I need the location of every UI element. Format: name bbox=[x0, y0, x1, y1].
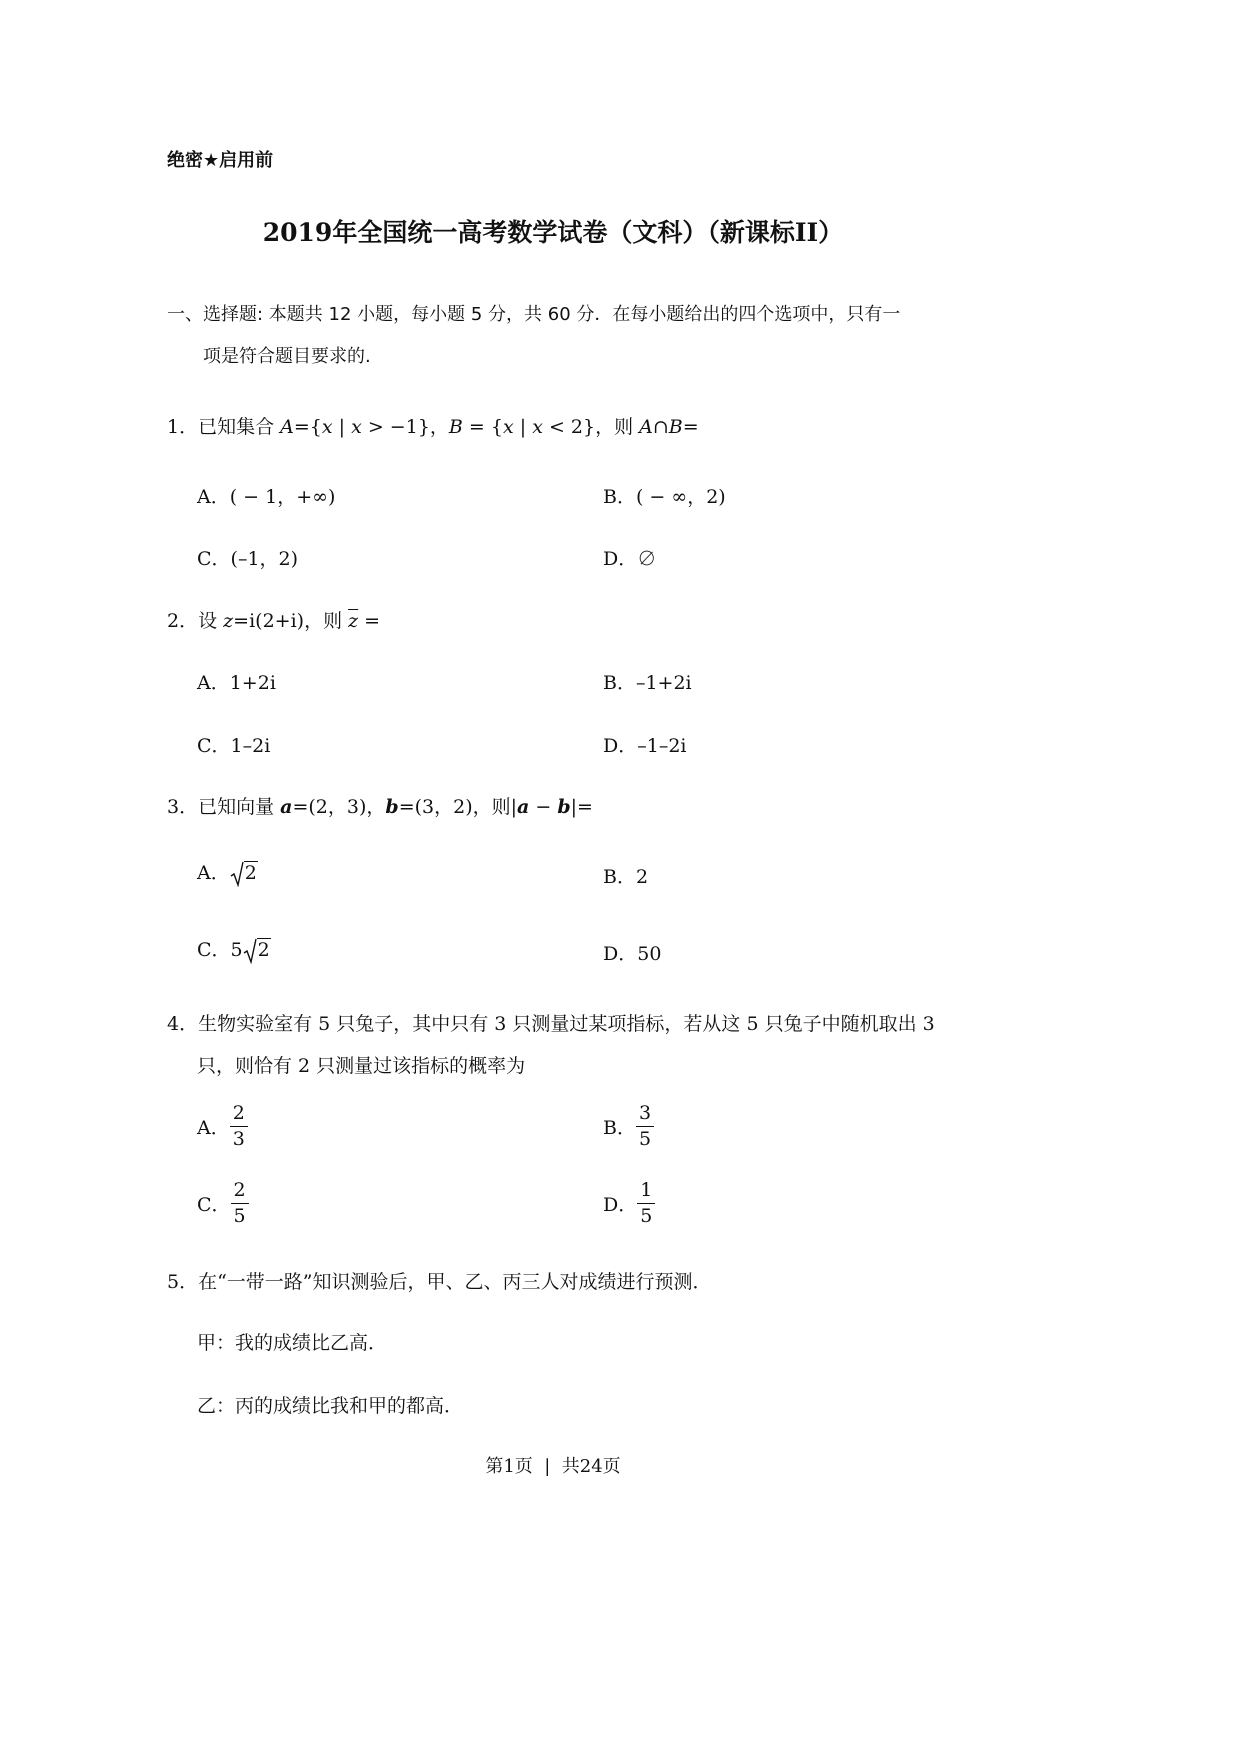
q5-statement-jia: 甲：我的成绩比乙高． bbox=[197, 1332, 388, 1354]
question-5-stem: 5．在“一带一路”知识测验后，甲、乙、丙三人对成绩进行预测． bbox=[167, 1271, 712, 1293]
question-3-stem: 3．已知向量 a=(2，3)，b=(3，2)，则|a − b|= bbox=[167, 796, 593, 818]
secret-label: 绝密★启用前 bbox=[167, 150, 274, 171]
q2-option-b: B．–1+2i bbox=[603, 672, 692, 694]
q2-option-d: D．–1–2i bbox=[603, 735, 687, 757]
q2-option-a: A．1+2i bbox=[197, 672, 276, 694]
q1-option-a: A．( − 1，+∞) bbox=[197, 486, 336, 508]
sqrt-symbol bbox=[230, 861, 244, 887]
q3-option-a: A． 2 bbox=[197, 858, 258, 887]
q1-option-d: D．∅ bbox=[603, 548, 657, 570]
fraction: $\frac{3}{5}$ bbox=[636, 1104, 654, 1149]
question-4-stem-line2: 只，则恰有 2 只测量过该指标的概率为 bbox=[197, 1055, 526, 1077]
q4-option-c: C． $\frac{2}{5}$ bbox=[197, 1181, 249, 1226]
q4-option-b: B． $\frac{3}{5}$ bbox=[603, 1104, 654, 1149]
empty-set-symbol: ∅ bbox=[637, 548, 657, 570]
q3-option-c: C．5 2 bbox=[197, 935, 271, 964]
fraction: $\frac{2}{5}$ bbox=[231, 1181, 249, 1226]
fraction: $\frac{1}{5}$ bbox=[637, 1181, 655, 1226]
page-title: 2019年全国统一高考数学试卷（文科）（新课标II） bbox=[262, 218, 844, 247]
q1-option-c: C．(–1，2) bbox=[197, 548, 299, 570]
q1-option-b: B．( − ∞，2) bbox=[603, 486, 726, 508]
q3-option-b: B．2 bbox=[603, 866, 649, 888]
sqrt-symbol bbox=[243, 938, 257, 964]
q3-option-d: D．50 bbox=[603, 943, 662, 965]
q5-statement-yi: 乙：丙的成绩比我和甲的都高． bbox=[197, 1395, 464, 1417]
question-2-stem: 2．设 z=i(2+i)，则 $\overline{z}$ = bbox=[167, 610, 381, 632]
q4-option-a: A． $\frac{2}{3}$ bbox=[197, 1104, 248, 1149]
page-number: 第1页 | 共24页 bbox=[485, 1456, 621, 1477]
question-1-stem: 1．已知集合 A={x | x > −1}，B = {x | x < 2}，则 A∩B= bbox=[167, 416, 699, 438]
section-heading-line1: 一、选择题: 本题共 12 小题，每小题 5 分，共 60 分．在每小题给出的四个选项中，只有一 bbox=[167, 304, 901, 325]
q2-option-c: C．1–2i bbox=[197, 735, 271, 757]
q4-option-d: D． $\frac{1}{5}$ bbox=[603, 1181, 655, 1226]
question-4-stem-line1: 4．生物实验室有 5 只兔子，其中只有 3 只测量过某项指标，若从这 5 只兔子中随机取出 3 bbox=[167, 1013, 935, 1035]
section-heading-line2: 项是符合题目要求的. bbox=[203, 346, 371, 367]
fraction: $\frac{2}{3}$ bbox=[230, 1104, 248, 1149]
